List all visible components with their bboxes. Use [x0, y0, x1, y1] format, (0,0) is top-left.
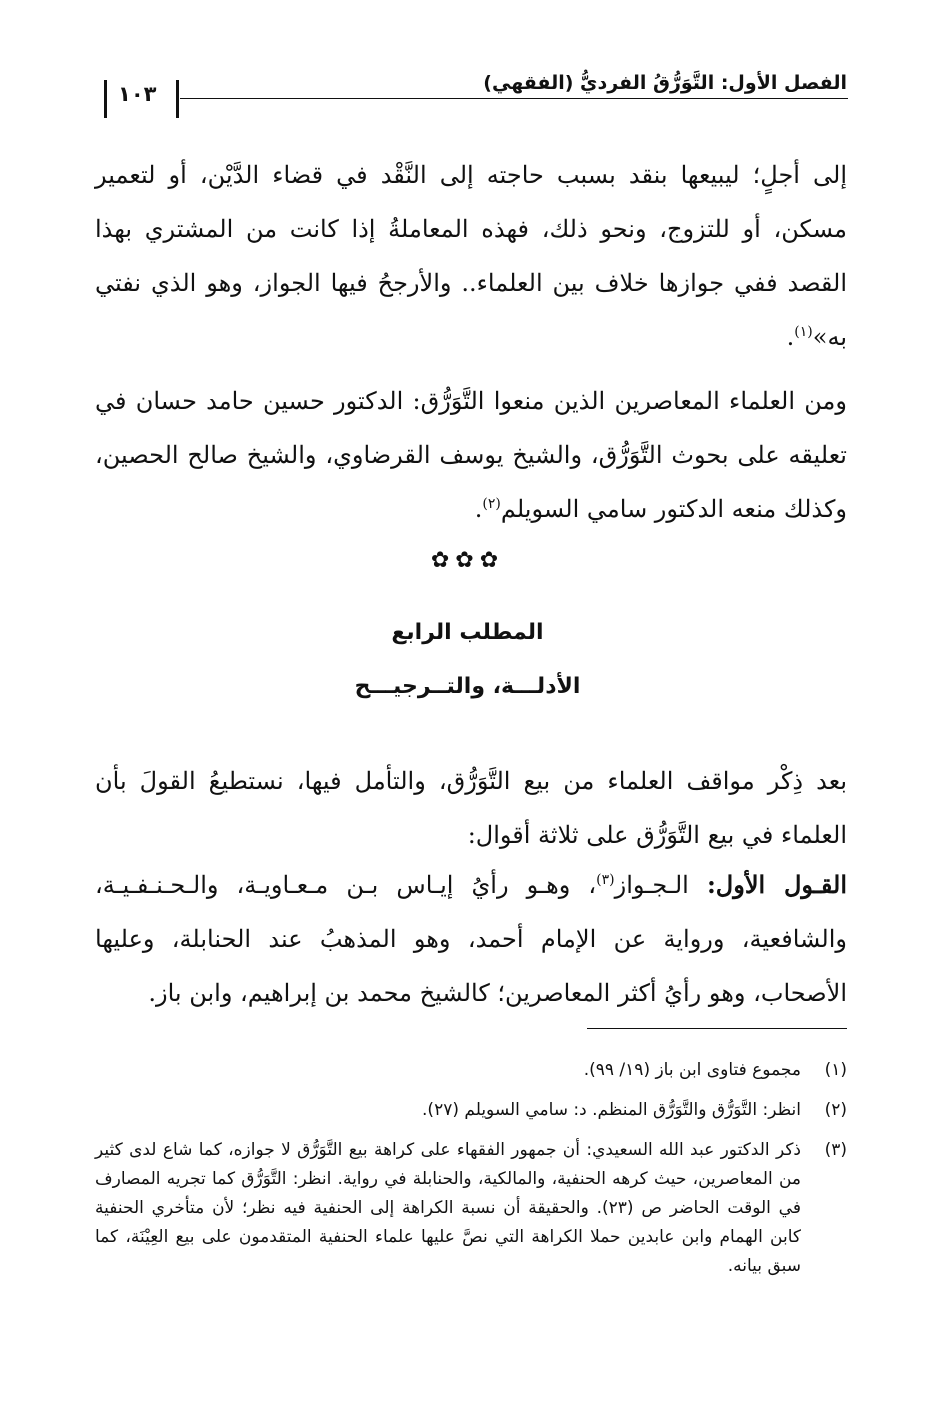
footnote-2	[95, 1096, 847, 1125]
footnote-ref-2[interactable]: (٢)	[482, 496, 501, 512]
running-header-title: الفصل الأول: التَّوَرُّقُ الفرديُّ (الفقهي)	[483, 72, 847, 94]
footnote-ref-3[interactable]: (٣)	[596, 872, 615, 888]
page-number-bar-right	[176, 80, 179, 118]
paragraph-quote-end: إلى أجلٍ؛ ليبيعها بنقد بسبب حاجته إلى النَّقْد في قضاء الدَّيْن، أو لتعمير مسكن، أو للتزوج، ونحو ذلك، فهذه المعاملةُ إذا كانت من المشتري بهذا القصد ففي جوازها خلاف بين العلماء.. والأرجحُ فيها الجواز، وهو الذي نفتي به»$^{(١)}$.	[95, 161, 847, 351]
paragraph-text: بعد ذِكْر مواقف العلماء من بيع التَّوَرُّق، والتأمل فيها، نستطيعُ القولَ بأن العلماء في بيع التَّوَرُّق على ثلاثة أقوال:	[95, 767, 847, 849]
footnote-mark: (٣)	[824, 1140, 847, 1160]
paragraph-text: ومن العلماء المعاصرين الذين منعوا التَّوَرُّق: الدكتور حسين حامد حسان في تعليقه على بحوث التَّوَرُّق، والشيخ يوسف القرضاوي، والشيخ صالح الحصين، وكذلك منعه الدكتور سامي السويلم	[95, 387, 847, 523]
opinion-term: الـجـواز	[614, 871, 689, 899]
paragraph-text: إلى أجلٍ؛ ليبيعها بنقد بسبب حاجته إلى النَّقْد في قضاء الدَّيْن، أو لتعمير مسكن، أو للتزوج، ونحو ذلك، فهذه المعاملةُ إذا كانت من المشتري بهذا القصد ففي جوازها خلاف بين العلماء.. والأرجحُ فيها الجواز، وهو الذي نفتي به»	[95, 161, 847, 351]
paragraph-first-opinion	[95, 858, 847, 1020]
footnote-1	[95, 1056, 847, 1085]
footnote-text: انظر: التَّوَرُّق والتَّوَرُّق المنظم. د: سامي السويلم (٢٧).	[422, 1100, 801, 1120]
footnote-3	[95, 1136, 847, 1281]
paragraph-intro-opinions	[95, 754, 847, 862]
header-rule	[180, 98, 848, 99]
paragraph-text: ، وهـو رأيُ إيـاس بـن مـعـاويـة، والـحـنـفـيـة، والشافعية، ورواية عن الإمام أحمد، وهو المذهبُ عند الحنابلة، وعليها الأصحاب، وهو رأيُ أكثر المعاصرين؛ كالشيخ محمد بن إبراهيم، وابن باز.	[95, 871, 847, 1007]
footnote-text: مجموع فتاوى ابن باز (١٩/ ٩٩).	[583, 1060, 801, 1080]
section-heading: المطلب الرابع	[391, 620, 544, 645]
section-subheading: الأدلـــة، والتــرجيـــح	[354, 674, 581, 699]
footnote-rule	[587, 1028, 847, 1029]
footnote-ref-1[interactable]: (١)	[794, 324, 813, 340]
paragraph-opponents: ومن العلماء المعاصرين الذين منعوا التَّوَرُّق: الدكتور حسين حامد حسان في تعليقه على بحوث التَّوَرُّق، والشيخ يوسف القرضاوي، والشيخ صالح الحصين، وكذلك منعه الدكتور سامي السويلم$^{(٢)}$.	[95, 387, 847, 523]
opinion-label: القـول الأول:	[706, 870, 847, 899]
page-number: ١٠٣	[118, 82, 157, 106]
footnote-mark: (٢)	[824, 1100, 847, 1120]
footnote-mark: (١)	[824, 1060, 847, 1080]
page-number-bar-left	[104, 80, 107, 118]
footnote-text: ذكر الدكتور عبد الله السعيدي: أن جمهور الفقهاء على كراهة بيع التَّوَرُّق لا جوازه، كما شاع لدى كثير من المعاصرين، حيث كرهه الحنفية، والمالكية، والحنابلة في رواية. انظر: التَّوَرُّق كما تجريه المصارف في الوقت الحاضر ص (٢٣). والحقيقة أن نسبة الكراهة إلى الحنفية فيه نظر؛ لأن متأخري الحنفية كابن الهمام وابن عابدين حملا الكراهة التي نصَّ عليها علماء الحنفية المتقدمون على بيع العِيْنَة، كما سبق بيانه.	[95, 1140, 801, 1276]
section-separator: ✿✿✿	[430, 548, 505, 573]
